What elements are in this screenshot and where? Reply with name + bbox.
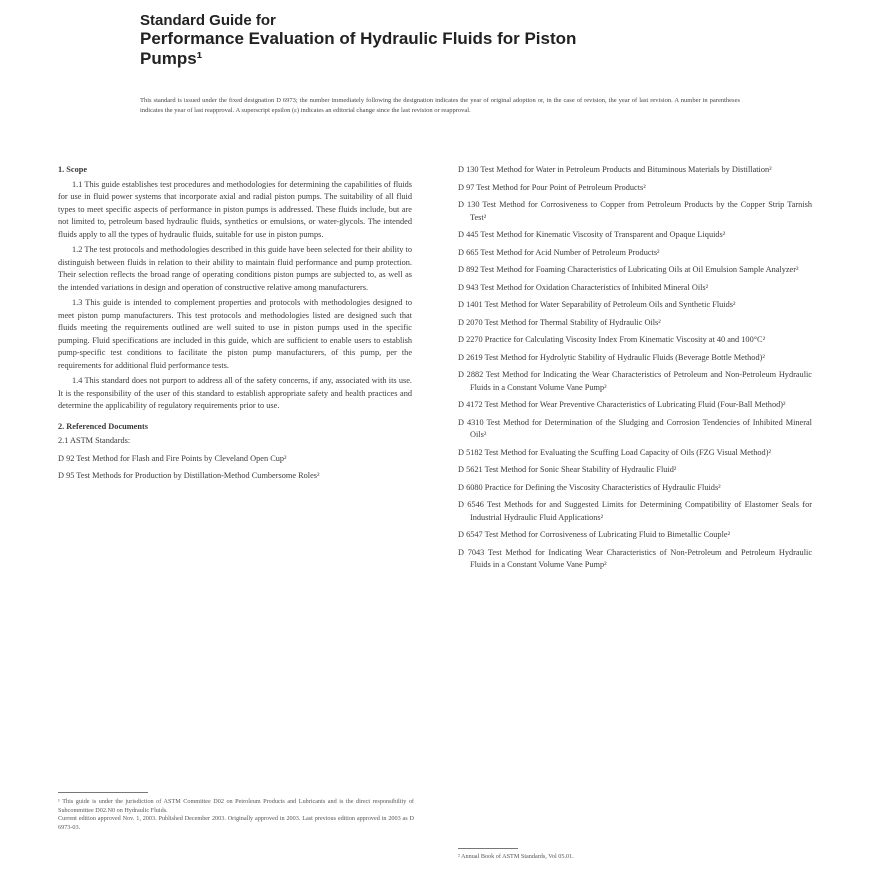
reference-item: D 2270 Practice for Calculating Viscosity Index From Kinematic Viscosity at 40 and 100°C² [458, 335, 766, 344]
scope-paragraph: 1.2 The test protocols and methodologies described in this guide have been selected for their ability to distinguish between fluids in relation to their ability to maintain fluid performance and pump protection. Their selection reflects the broad range of operating conditions piston pumps are subjected to, as well as the intended variations in design and operation of constructive relative among manufacturers. [58, 245, 412, 292]
reference-item: D 92 Test Method for Flash and Fire Points by Cleveland Open Cup² [58, 453, 287, 463]
reference-item: D 2070 Test Method for Thermal Stability of Hydraulic Oils² [458, 317, 661, 327]
reference-item: D 892 Test Method for Foaming Characteristics of Lubricating Oils at Oil Emulsion Sample Analyzer² [458, 265, 799, 274]
reference-item: D 2882 Test Method for Indicating the Wear Characteristics of Petroleum and Non-Petroleum Hydraulic Fluids in a Constant Volume Vane Pump² [458, 370, 812, 392]
footnote-text: ² Annual Book of ASTM Standards, Vol 05.01. [458, 853, 574, 860]
reference-item: D 7043 Test Method for Indicating Wear Characteristics of Non-Petroleum and Petroleum Hydraulic Fluids in a Constant Volume Vane Pump² [458, 547, 812, 569]
section-scope-heading: 1. Scope [58, 165, 88, 174]
reference-item: D 130 Test Method for Corrosiveness to Copper from Petroleum Products by the Copper Strip Tarnish Test² [458, 200, 812, 222]
abstract-note: This standard is issued under the fixed designation D 6973; the number immediately following the designation indicates the year of original adoption or, in the case of revision, the year of last revision. A number in parentheses indicates the year of last reapproval. A superscript epsilon (ε) indicates an editorial change since the last revision or reapproval. [140, 97, 740, 114]
section-references-heading: 2. Referenced Documents [58, 421, 148, 431]
reference-item: D 5621 Test Method for Sonic Shear Stability of Hydraulic Fluid² [458, 465, 677, 474]
footnote-block-left [58, 798, 414, 832]
reference-item: D 2619 Test Method for Hydrolytic Stability of Hydraulic Fluids (Beverage Bottle Method)² [458, 352, 765, 362]
footnote-text: Current edition approved Nov. 1, 2003. Published December 2003. Originally approved in 2003. Last previous edition approved in 2003 as D 6973-03. [58, 815, 414, 831]
reference-item: D 97 Test Method for Pour Point of Petroleum Products² [458, 182, 646, 192]
left-column [58, 164, 412, 488]
reference-item: D 4172 Test Method for Wear Preventive Characteristics of Lubricating Fluid (Four-Ball Method)² [458, 400, 786, 409]
reference-item: D 6546 Test Methods for and Suggested Limits for Determining Compatibility of Elastomer Seals for Industrial Hydraulic Fluid Applications² [458, 500, 812, 522]
reference-item: D 95 Test Methods for Production by Distillation-Method Cumbersome Roles² [58, 471, 320, 480]
title-line-3: Pumps¹ [140, 49, 203, 68]
reference-item: D 5182 Test Method for Evaluating the Scuffing Load Capacity of Oils (FZG Visual Method)² [458, 447, 771, 457]
title-line-1: Standard Guide for [140, 12, 276, 29]
footnote-block-right [458, 853, 812, 862]
reference-item: D 1401 Test Method for Water Separability of Petroleum Oils and Synthetic Fluids² [458, 300, 736, 309]
reference-item: D 130 Test Method for Water in Petroleum Products and Bituminous Materials by Distillation² [458, 165, 772, 174]
reference-item: D 665 Test Method for Acid Number of Petroleum Products² [458, 247, 660, 257]
reference-item: D 4310 Test Method for Determination of the Sludging and Corrosion Tendencies of Inhibited Mineral Oils² [458, 417, 812, 439]
document-title [140, 12, 760, 69]
reference-item: D 6547 Test Method for Corrosiveness of Lubricating Fluid to Bimetallic Couple² [458, 530, 731, 539]
title-line-2: Performance Evaluation of Hydraulic Fluids for Piston [140, 29, 577, 48]
scope-paragraph: 1.4 This standard does not purport to address all of the safety concerns, if any, associated with its use. It is the responsibility of the user of this standard to establish appropriate safety and health practices and determine the applicability of regulatory requirements prior to use. [58, 376, 412, 410]
right-column [458, 164, 812, 577]
footnote-divider [458, 848, 518, 849]
reference-item: 2.1 ASTM Standards: [58, 436, 131, 445]
footnote-text: ¹ This guide is under the jurisdiction of ASTM Committee D02 on Petroleum Products and Lubricants and is the direct responsibility of Subcommittee D02.N0 on Hydraulic Fluids. [58, 798, 414, 814]
reference-item: D 943 Test Method for Oxidation Characteristics of Inhibited Mineral Oils² [458, 282, 709, 292]
footnote-divider [58, 792, 148, 793]
scope-paragraph: 1.1 This guide establishes test procedures and methodologies for determining the capabilities of fluids for use in fluid power systems that incorporate axial and radial piston pumps. The suitability of all fluid types to meet specific aspects of performance in piston pumps is addressed. These fluids include, but are not limited to, petroleum based hydraulic fluids, synthetics or emulsions, or water-glycols. The intended fluids apply to all the types of hydraulic fluids, suitable for use in piston pumps. [58, 179, 412, 239]
reference-item: D 445 Test Method for Kinematic Viscosity of Transparent and Opaque Liquids² [458, 230, 726, 239]
reference-item: D 6080 Practice for Defining the Viscosity Characteristics of Hydraulic Fluids² [458, 482, 721, 492]
scope-paragraph: 1.3 This guide is intended to complement properties and protocols with methodologies designed to meet piston pump manufacturers. This test protocols and methodologies listed are designed such that fluids meeting the requirements outlined are well suited to use in piston pumps used in the specific pumping. Fluid specifications are included in this guide, which are sufficient to enable users to establish pump-specific test conditions to facilitate the piston pump manufacturers, of this pump, per the requirements for additional fluid performance tests. [58, 298, 412, 370]
